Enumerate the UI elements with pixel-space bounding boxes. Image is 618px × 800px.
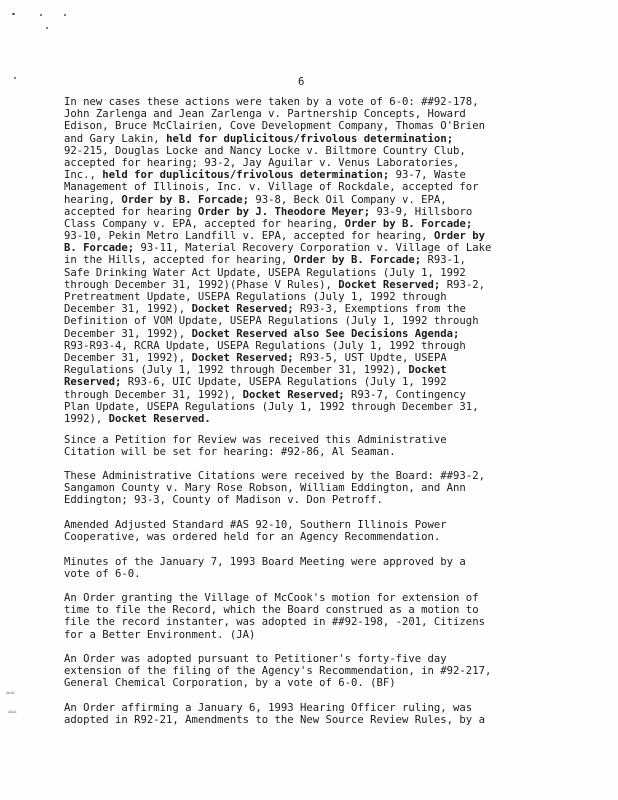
text-run: In new cases these actions were taken by a vote of 6-0: ##92-178, — [64, 96, 479, 108]
bold-text-run: held for duplicitous/frivolous determination; — [102, 169, 390, 182]
text-line — [64, 181, 538, 193]
text-run: Edison, Bruce McClairien, Cove Development Company, Thomas O'Brien — [64, 120, 485, 133]
text-line — [64, 434, 538, 446]
scan-speck — [46, 27, 48, 29]
text-run: Since a Petition for Review was received this Administrative — [64, 434, 447, 446]
text-run: hearing, — [64, 193, 122, 206]
text-run: R93-5, UST Updte, USEPA — [293, 351, 447, 364]
text-line — [64, 254, 538, 266]
bold-text-run: Docket Reserved. — [108, 412, 211, 425]
text-run: R93-R93-4, RCRA Update, USEPA Regulations (July 1, 1992 through — [64, 339, 466, 352]
bold-text-run: held for duplicitous/frivolous determination; — [166, 132, 454, 145]
bold-text-run: Order by B. Forcade; — [344, 217, 473, 230]
text-run: and Gary Lakin, — [64, 132, 167, 145]
text-line — [64, 413, 538, 425]
page-number: 6 — [298, 76, 305, 88]
text-line — [64, 376, 538, 388]
text-run: R93-7, Contingency — [344, 388, 466, 401]
bold-text-run: Reserved; — [64, 376, 122, 389]
paragraph-extension-order — [64, 653, 538, 690]
bold-text-run: B. Forcade; — [64, 242, 135, 255]
bold-text-run: Docket — [408, 364, 447, 377]
text-run: R93-3, Exemptions from the — [293, 303, 466, 316]
text-run: December 31, 1992), — [64, 351, 192, 364]
text-run: These Administrative Citations were received by the Board: ##93-2, — [64, 470, 485, 482]
paragraph-new-cases — [64, 96, 538, 425]
text-run: 93-11, Material Recovery Corporation v. Village of Lake — [134, 242, 492, 255]
text-line — [64, 279, 538, 291]
paragraph-hearing-officer — [64, 702, 538, 726]
text-run: accepted for hearing — [64, 205, 198, 218]
text-run: R93-1, — [421, 254, 466, 267]
text-line — [64, 677, 538, 689]
text-run: Class Company v. EPA, accepted for hearing, — [64, 217, 345, 230]
text-run: 93-7, Waste — [389, 169, 466, 182]
text-line — [64, 218, 538, 230]
text-line — [64, 108, 538, 120]
text-line — [64, 702, 538, 714]
text-run: 1992), — [64, 412, 109, 425]
text-line — [64, 120, 538, 132]
margin-scribble: ≈≈ — [8, 708, 17, 716]
text-line — [64, 531, 538, 543]
text-line — [64, 389, 538, 401]
text-line — [64, 303, 538, 315]
text-line — [64, 519, 538, 531]
scan-speck — [12, 13, 15, 15]
paragraph-mccook-order — [64, 592, 538, 641]
bold-text-run: Order by — [433, 230, 485, 243]
text-run: Eddington; 93-3, County of Madison v. Don Petroff. — [64, 494, 383, 507]
text-line — [64, 328, 538, 340]
scan-speck — [64, 14, 66, 16]
text-run: 93-10, Pekin Metro Landfill v. EPA, accepted for hearing, — [64, 230, 434, 243]
text-line — [64, 364, 538, 376]
text-run: time to file the Record, which the Board construed as a motion to — [64, 604, 479, 617]
bold-text-run: Docket Reserved; — [191, 303, 294, 316]
text-line — [64, 616, 538, 628]
text-run: 92-215, Douglas Locke and Nancy Locke v. Biltmore Country Club, — [64, 144, 466, 157]
text-run: adopted in R92-21, Amendments to the New Source Review Rules, by a — [64, 714, 485, 727]
text-run: extension of the filing of the Agency's Recommendation, in #92-217, — [64, 665, 492, 678]
text-run: Management of Illinois, Inc. v. Village of Rockdale, accepted for — [64, 181, 479, 194]
bold-text-run: Docket Reserved; — [242, 388, 345, 401]
text-run: vote of 6-0. — [64, 568, 141, 581]
text-line — [64, 267, 538, 279]
paragraph-minutes — [64, 556, 538, 580]
text-line — [64, 604, 538, 616]
bold-text-run: Order by B. Forcade; — [293, 254, 422, 267]
text-line — [64, 206, 538, 218]
text-line — [64, 133, 538, 145]
bold-text-run: Docket Reserved; — [191, 351, 294, 364]
text-run: Definition of VOM Update, USEPA Regulations (July 1, 1992 through — [64, 315, 479, 328]
text-line — [64, 494, 538, 506]
text-run: Inc., — [64, 169, 103, 182]
text-line — [64, 470, 538, 482]
text-line — [64, 446, 538, 458]
text-run: 93-9, Hillsboro — [370, 205, 473, 218]
margin-scribble: ≈≈ — [6, 689, 15, 697]
text-line — [64, 145, 538, 157]
text-run: Amended Adjusted Standard #AS 92-10, Southern Illinois Power — [64, 519, 447, 531]
bold-text-run: Order by B. Forcade; — [121, 193, 249, 206]
text-line — [64, 169, 538, 181]
bold-text-run: Order by J. Theodore Meyer; — [197, 205, 371, 218]
text-line — [64, 157, 538, 169]
text-run: Safe Drinking Water Act Update, USEPA Regulations (July 1, 1992 — [64, 266, 466, 279]
text-line — [64, 401, 538, 413]
text-run: R93-6, UIC Update, USEPA Regulations (July 1, 1992 — [121, 376, 447, 389]
text-run: Pretreatment Update, USEPA Regulations (July 1, 1992 through — [64, 291, 447, 303]
scan-speck — [14, 77, 16, 79]
text-run: An Order granting the Village of McCook's motion for extension of — [64, 592, 479, 604]
text-line — [64, 714, 538, 726]
text-line — [64, 291, 538, 303]
text-run: through December 31, 1992)(Phase V Rules), — [64, 278, 339, 291]
text-line — [64, 653, 538, 665]
scan-speck — [40, 14, 42, 16]
text-run: An Order affirming a January 6, 1993 Hearing Officer ruling, was — [64, 702, 473, 714]
text-run: An Order was adopted pursuant to Petitioner's forty-five day — [64, 653, 447, 665]
paragraph-petition-review — [64, 434, 538, 458]
text-line — [64, 665, 538, 677]
text-run: December 31, 1992), — [64, 327, 192, 340]
text-line — [64, 629, 538, 641]
text-run: for a Better Environment. (JA) — [64, 628, 256, 641]
text-line — [64, 96, 538, 108]
text-line — [64, 592, 538, 604]
text-run: Citation will be set for hearing: #92-86, Al Seaman. — [64, 446, 396, 459]
text-run: December 31, 1992), — [64, 303, 192, 316]
text-run: Plan Update, USEPA Regulations (July 1, 1992 through December 31, — [64, 400, 479, 413]
text-line — [64, 340, 538, 352]
text-line — [64, 230, 538, 242]
text-run: Sangamon County v. Mary Rose Robson, William Eddington, and Ann — [64, 482, 466, 495]
text-run: 93-8, Beck Oil Company v. EPA, — [248, 193, 447, 206]
text-run: Regulations (July 1, 1992 through December 31, 1992), — [64, 364, 409, 377]
text-line — [64, 556, 538, 568]
text-line — [64, 568, 538, 580]
paragraph-admin-citations — [64, 470, 538, 507]
text-line — [64, 194, 538, 206]
text-line — [64, 352, 538, 364]
paragraph-adjusted-standard — [64, 519, 538, 543]
text-run: Minutes of the January 7, 1993 Board Meeting were approved by a — [64, 556, 466, 568]
text-run: through December 31, 1992), — [64, 388, 243, 401]
text-run: in the Hills, accepted for hearing, — [64, 254, 294, 267]
text-run: General Chemical Corporation, by a vote of 6-0. (BF) — [64, 677, 396, 690]
text-line — [64, 242, 538, 254]
text-line — [64, 482, 538, 494]
text-run: R93-2, — [440, 278, 485, 291]
text-run: Cooperative, was ordered held for an Agency Recommendation. — [64, 531, 441, 544]
text-line — [64, 315, 538, 327]
text-run: John Zarlenga and Jean Zarlenga v. Partnership Concepts, Howard — [64, 108, 466, 121]
bold-text-run: Docket Reserved also See Decisions Agenda; — [191, 327, 460, 340]
bold-text-run: Docket Reserved; — [338, 278, 441, 291]
text-run: accepted for hearing; 93-2, Jay Aguilar v. Venus Laboratories, — [64, 156, 460, 169]
text-run: file the record instanter, was adopted in ##92-198, -201, Citizens — [64, 616, 485, 629]
